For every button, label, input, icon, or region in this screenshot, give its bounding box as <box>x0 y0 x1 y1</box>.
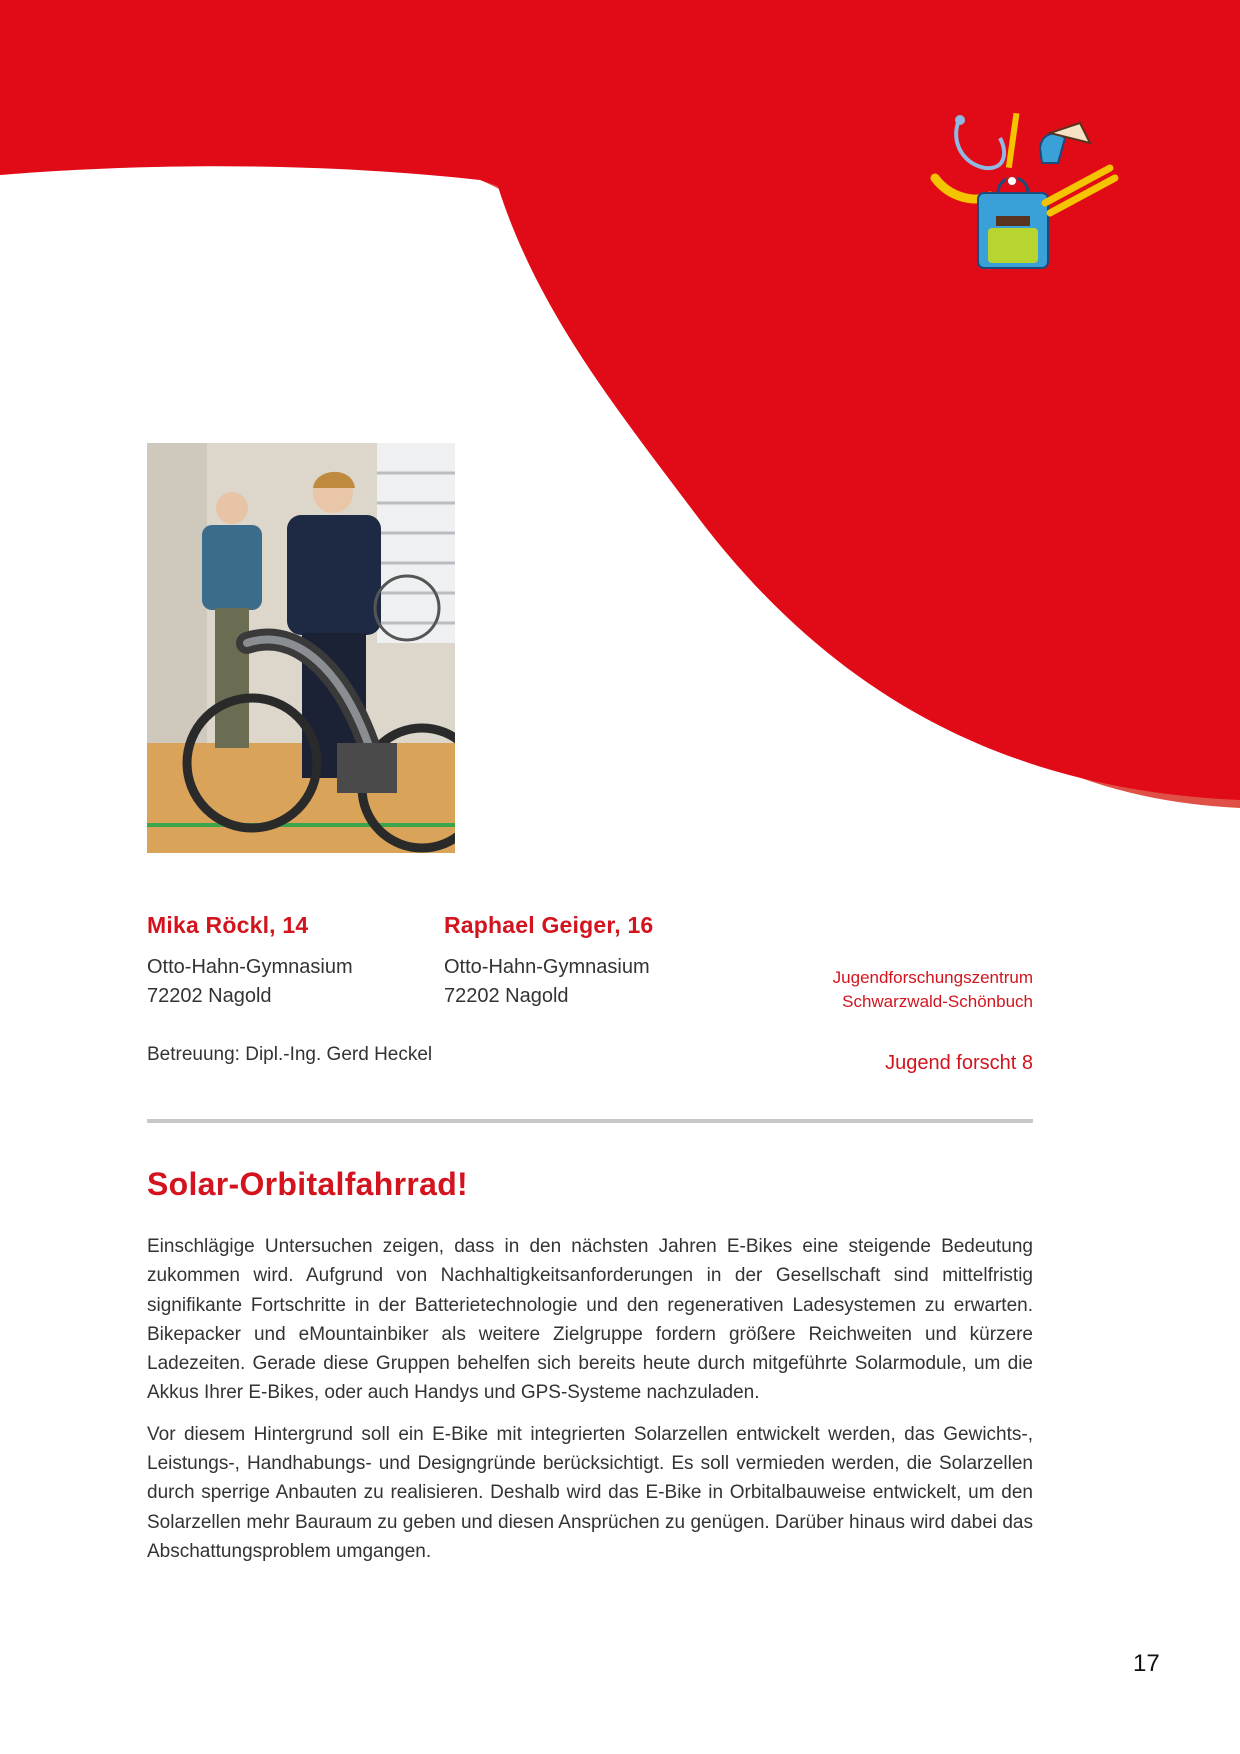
section-divider <box>147 1119 1033 1123</box>
student-card-1 <box>147 912 447 1011</box>
student-name: Mika Röckl, 14 <box>147 912 309 938</box>
article-paragraph-1: Einschlägige Untersuchen zeigen, dass in den nächsten Jahren E-Bikes eine steigende Bedeutung zukommen wird. Aufgrund von Nachhaltigkeitsanforderungen in der Gesellschaft sind mittelfristig signifikante Fortschritte in der Batterietechnologie und den regenerativen Ladesystemen zu erwarten. Bikepacker und eMountainbiker als weitere Zielgruppe fordern größere Reichweiten und kürzere Ladezeiten. Gerade diese Gruppen behelfen sich bereits heute durch mitgeführte Solarmodule, um die Akkus Ihrer E-Bikes, oder auch Handys und GPS-Systeme nachzuladen. <box>147 1236 1033 1404</box>
article-body <box>147 1232 1033 1578</box>
student-school: Otto-Hahn-Gymnasium <box>444 956 650 978</box>
school-backpack-tools-icon <box>930 108 1120 283</box>
research-center-line1: Jugendforschungszentrum <box>832 968 1033 987</box>
supervision-text: Betreuung: Dipl.-Ing. Gerd Heckel <box>147 1044 433 1065</box>
student-name: Raphael Geiger, 16 <box>444 912 654 938</box>
student-card-2 <box>444 912 744 1011</box>
student-city: 72202 Nagold <box>444 985 569 1007</box>
student-school: Otto-Hahn-Gymnasium <box>147 956 353 978</box>
article-paragraph-2: Vor diesem Hintergrund soll ein E-Bike mit integrierten Solarzellen entwickelt werden, das Gewichts-, Leistungs-, Handhabungs- und Designgründe berücksichtigt. Es soll vermieden werden, die Solarzellen durch sperrige Anbauten zu realisieren. Deshalb wird das E-Bike in Orbitalbauweise entwickelt, um den Solarzellen mehr Bauraum zu geben und diesen Ansprüchen zu genügen. Darüber hinaus wird dabei das Abschattungsproblem umgangen. <box>147 1423 1033 1562</box>
upper-red-shape <box>470 0 1240 800</box>
page-number: 17 <box>1133 1650 1160 1677</box>
two-students-with-e-bike-photo <box>147 443 455 853</box>
research-center <box>833 966 1033 1014</box>
article-title: Solar-Orbitalfahrrad! <box>147 1166 469 1202</box>
research-center-line2: Schwarzwald-Schönbuch <box>842 992 1033 1011</box>
student-city: 72202 Nagold <box>147 985 272 1007</box>
competition-label: Jugend forscht 8 <box>885 1052 1033 1074</box>
